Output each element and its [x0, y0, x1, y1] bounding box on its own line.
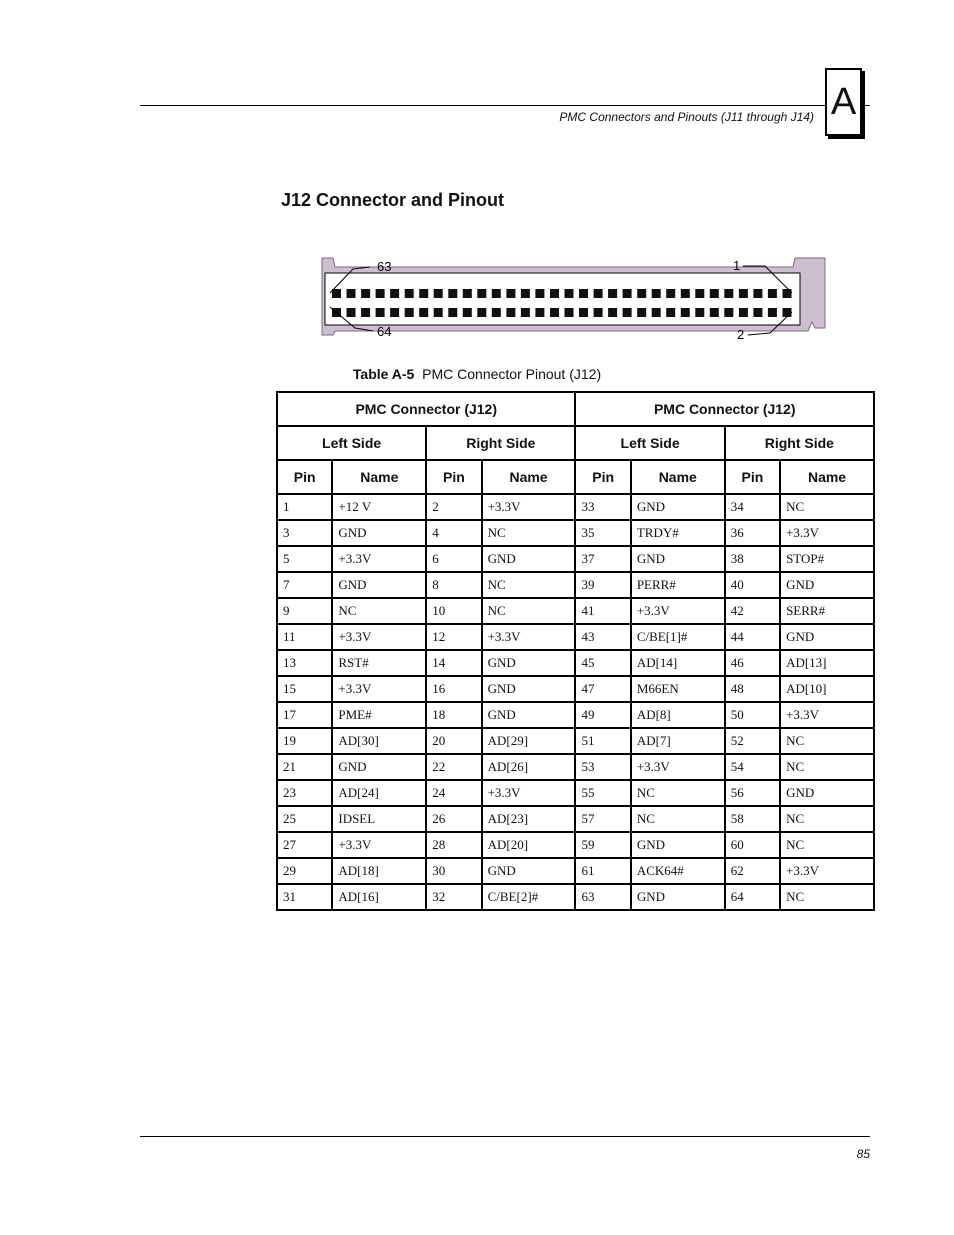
- signal-name-cell: +3.3V: [332, 832, 426, 858]
- signal-name-cell: TRDY#: [631, 520, 725, 546]
- pin-number-cell: 61: [575, 858, 630, 884]
- pin-number-cell: 6: [426, 546, 481, 572]
- pin-number-cell: 17: [277, 702, 332, 728]
- table-row: [277, 624, 874, 650]
- signal-name-cell: PERR#: [631, 572, 725, 598]
- signal-name-cell: NC: [780, 806, 874, 832]
- side-header: Left Side: [575, 426, 724, 460]
- signal-name-cell: NC: [332, 598, 426, 624]
- connector-pin: [695, 289, 704, 298]
- connector-pin: [608, 289, 617, 298]
- pin-number-cell: 19: [277, 728, 332, 754]
- footer-rule: [140, 1136, 870, 1137]
- connector-pin: [768, 308, 777, 317]
- connector-pin: [448, 289, 457, 298]
- signal-name-cell: NC: [780, 884, 874, 910]
- signal-name-cell: +3.3V: [332, 546, 426, 572]
- column-header-row: [277, 460, 874, 494]
- signal-name-cell: GND: [482, 676, 576, 702]
- pin-number-cell: 32: [426, 884, 481, 910]
- pin-number-cell: 26: [426, 806, 481, 832]
- group-header-left: PMC Connector (J12): [277, 392, 575, 426]
- side-header: Right Side: [426, 426, 575, 460]
- pin-number-cell: 4: [426, 520, 481, 546]
- pin-number-cell: 58: [725, 806, 780, 832]
- connector-pin: [594, 289, 603, 298]
- connector-pin: [565, 308, 574, 317]
- connector-pin: [376, 308, 385, 317]
- signal-name-cell: +3.3V: [332, 624, 426, 650]
- signal-name-cell: C/BE[2]#: [482, 884, 576, 910]
- connector-pin: [681, 289, 690, 298]
- connector-pin: [506, 289, 515, 298]
- appendix-letter: A: [830, 81, 857, 123]
- signal-name-cell: AD[18]: [332, 858, 426, 884]
- pin-number-cell: 29: [277, 858, 332, 884]
- table-row: [277, 494, 874, 520]
- signal-name-cell: AD[14]: [631, 650, 725, 676]
- connector-pin: [753, 289, 762, 298]
- column-header-pin: Pin: [725, 460, 780, 494]
- appendix-tab: [825, 68, 862, 136]
- pin-number-cell: 7: [277, 572, 332, 598]
- pin-number-cell: 30: [426, 858, 481, 884]
- pin-number-cell: 42: [725, 598, 780, 624]
- signal-name-cell: +12 V: [332, 494, 426, 520]
- pin-number-cell: 15: [277, 676, 332, 702]
- table-row: [277, 598, 874, 624]
- connector-pin: [565, 289, 574, 298]
- signal-name-cell: M66EN: [631, 676, 725, 702]
- signal-name-cell: +3.3V: [631, 754, 725, 780]
- pin-number-cell: 51: [575, 728, 630, 754]
- connector-pin: [579, 308, 588, 317]
- pin-number-cell: 3: [277, 520, 332, 546]
- pin-number-cell: 20: [426, 728, 481, 754]
- pin-number-cell: 2: [426, 494, 481, 520]
- connector-pin: [506, 308, 515, 317]
- pin-number-cell: 14: [426, 650, 481, 676]
- connector-pin: [390, 308, 399, 317]
- signal-name-cell: AD[30]: [332, 728, 426, 754]
- pin-number-cell: 10: [426, 598, 481, 624]
- signal-name-cell: PME#: [332, 702, 426, 728]
- pin-label-64: 64: [377, 324, 392, 339]
- pin-number-cell: 33: [575, 494, 630, 520]
- connector-pin: [652, 289, 661, 298]
- column-header-name: Name: [631, 460, 725, 494]
- signal-name-cell: +3.3V: [780, 702, 874, 728]
- pin-number-cell: 37: [575, 546, 630, 572]
- table-row: [277, 884, 874, 910]
- connector-pin: [710, 289, 719, 298]
- pin-number-cell: 11: [277, 624, 332, 650]
- connector-pin: [608, 308, 617, 317]
- pin-number-cell: 12: [426, 624, 481, 650]
- pin-number-cell: 48: [725, 676, 780, 702]
- connector-pin: [492, 308, 501, 317]
- pin-number-cell: 52: [725, 728, 780, 754]
- signal-name-cell: +3.3V: [780, 520, 874, 546]
- signal-name-cell: GND: [332, 572, 426, 598]
- pin-number-cell: 23: [277, 780, 332, 806]
- signal-name-cell: NC: [780, 494, 874, 520]
- connector-pin: [594, 308, 603, 317]
- connector-pin: [724, 289, 733, 298]
- pin-label-63: 63: [377, 259, 392, 274]
- connector-pin: [550, 289, 559, 298]
- signal-name-cell: NC: [631, 780, 725, 806]
- connector-body: [325, 273, 800, 325]
- connector-pin: [623, 308, 632, 317]
- connector-pin: [361, 289, 370, 298]
- pin-number-cell: 54: [725, 754, 780, 780]
- connector-pin: [492, 289, 501, 298]
- signal-name-cell: +3.3V: [482, 494, 576, 520]
- group-header-row: [277, 392, 874, 426]
- pin-number-cell: 50: [725, 702, 780, 728]
- pin-number-cell: 57: [575, 806, 630, 832]
- connector-pin: [448, 308, 457, 317]
- pin-number-cell: 36: [725, 520, 780, 546]
- signal-name-cell: NC: [780, 832, 874, 858]
- connector-pin: [521, 308, 530, 317]
- connector-pin: [637, 308, 646, 317]
- signal-name-cell: NC: [631, 806, 725, 832]
- connector-pin: [521, 289, 530, 298]
- connector-pin: [666, 308, 675, 317]
- signal-name-cell: AD[24]: [332, 780, 426, 806]
- connector-pin: [637, 289, 646, 298]
- group-header-right: PMC Connector (J12): [575, 392, 874, 426]
- pin-number-cell: 44: [725, 624, 780, 650]
- pinout-table: [276, 391, 875, 911]
- pinout-table-wrapper: [276, 391, 875, 911]
- connector-pin: [783, 308, 792, 317]
- connector-pin: [739, 289, 748, 298]
- signal-name-cell: GND: [482, 546, 576, 572]
- signal-name-cell: RST#: [332, 650, 426, 676]
- signal-name-cell: +3.3V: [332, 676, 426, 702]
- connector-diagram: [315, 255, 830, 340]
- pin-number-cell: 8: [426, 572, 481, 598]
- table-row: [277, 806, 874, 832]
- pin-number-cell: 16: [426, 676, 481, 702]
- signal-name-cell: AD[29]: [482, 728, 576, 754]
- table-row: [277, 572, 874, 598]
- table-row: [277, 520, 874, 546]
- pin-label-2: 2: [737, 327, 745, 340]
- pin-number-cell: 27: [277, 832, 332, 858]
- pin-number-cell: 60: [725, 832, 780, 858]
- pin-number-cell: 13: [277, 650, 332, 676]
- connector-pin: [550, 308, 559, 317]
- pinout-table-body: [277, 494, 874, 910]
- signal-name-cell: AD[20]: [482, 832, 576, 858]
- connector-pin: [390, 289, 399, 298]
- table-row: [277, 780, 874, 806]
- signal-name-cell: AD[10]: [780, 676, 874, 702]
- signal-name-cell: AD[8]: [631, 702, 725, 728]
- connector-pin: [405, 289, 414, 298]
- pin-number-cell: 47: [575, 676, 630, 702]
- signal-name-cell: NC: [482, 598, 576, 624]
- signal-name-cell: GND: [780, 572, 874, 598]
- connector-pin: [579, 289, 588, 298]
- signal-name-cell: GND: [631, 546, 725, 572]
- pin-number-cell: 64: [725, 884, 780, 910]
- connector-pin: [463, 289, 472, 298]
- table-row: [277, 546, 874, 572]
- column-header-pin: Pin: [575, 460, 630, 494]
- pin-number-cell: 25: [277, 806, 332, 832]
- signal-name-cell: +3.3V: [631, 598, 725, 624]
- pin-number-cell: 1: [277, 494, 332, 520]
- side-header: Right Side: [725, 426, 874, 460]
- pin-number-cell: 43: [575, 624, 630, 650]
- connector-pin: [405, 308, 414, 317]
- signal-name-cell: GND: [332, 754, 426, 780]
- signal-name-cell: AD[26]: [482, 754, 576, 780]
- table-row: [277, 858, 874, 884]
- connector-pin: [739, 308, 748, 317]
- connector-pin: [652, 308, 661, 317]
- pin-number-cell: 62: [725, 858, 780, 884]
- connector-pin: [419, 308, 428, 317]
- table-caption-text: PMC Connector Pinout (J12): [422, 366, 602, 382]
- pin-number-cell: 49: [575, 702, 630, 728]
- table-row: [277, 754, 874, 780]
- table-caption: [0, 366, 954, 382]
- connector-pin: [681, 308, 690, 317]
- pin-number-cell: 28: [426, 832, 481, 858]
- pin-number-cell: 9: [277, 598, 332, 624]
- pin-number-cell: 63: [575, 884, 630, 910]
- connector-pin: [623, 289, 632, 298]
- connector-pin: [419, 289, 428, 298]
- connector-pin: [768, 289, 777, 298]
- signal-name-cell: +3.3V: [482, 780, 576, 806]
- column-header-name: Name: [332, 460, 426, 494]
- connector-pin: [477, 289, 486, 298]
- signal-name-cell: GND: [780, 780, 874, 806]
- signal-name-cell: GND: [482, 858, 576, 884]
- pin-number-cell: 41: [575, 598, 630, 624]
- signal-name-cell: NC: [780, 754, 874, 780]
- header-rule: [140, 105, 870, 106]
- signal-name-cell: NC: [482, 520, 576, 546]
- connector-pin: [463, 308, 472, 317]
- connector-pin: [332, 289, 341, 298]
- column-header-pin: Pin: [277, 460, 332, 494]
- signal-name-cell: ACK64#: [631, 858, 725, 884]
- table-row: [277, 676, 874, 702]
- pin-number-cell: 18: [426, 702, 481, 728]
- signal-name-cell: GND: [482, 702, 576, 728]
- signal-name-cell: AD[13]: [780, 650, 874, 676]
- page-number: 85: [856, 1147, 870, 1161]
- signal-name-cell: C/BE[1]#: [631, 624, 725, 650]
- connector-pin: [376, 289, 385, 298]
- signal-name-cell: GND: [631, 494, 725, 520]
- connector-pin: [347, 308, 356, 317]
- table-row: [277, 650, 874, 676]
- pin-number-cell: 39: [575, 572, 630, 598]
- section-title: J12 Connector and Pinout: [281, 190, 505, 210]
- pin-number-cell: 24: [426, 780, 481, 806]
- pin-number-cell: 21: [277, 754, 332, 780]
- signal-name-cell: IDSEL: [332, 806, 426, 832]
- column-header-name: Name: [482, 460, 576, 494]
- signal-name-cell: NC: [780, 728, 874, 754]
- signal-name-cell: SERR#: [780, 598, 874, 624]
- pin-number-cell: 40: [725, 572, 780, 598]
- pin-number-cell: 55: [575, 780, 630, 806]
- signal-name-cell: GND: [332, 520, 426, 546]
- signal-name-cell: GND: [631, 884, 725, 910]
- pin-number-cell: 5: [277, 546, 332, 572]
- pin-number-cell: 22: [426, 754, 481, 780]
- signal-name-cell: GND: [631, 832, 725, 858]
- connector-pin: [695, 308, 704, 317]
- table-row: [277, 702, 874, 728]
- table-caption-label: Table A-5: [352, 366, 415, 382]
- pin-label-1: 1: [733, 258, 741, 273]
- signal-name-cell: STOP#: [780, 546, 874, 572]
- signal-name-cell: NC: [482, 572, 576, 598]
- signal-name-cell: GND: [780, 624, 874, 650]
- connector-pin: [434, 308, 443, 317]
- pin-number-cell: 38: [725, 546, 780, 572]
- pin-number-cell: 45: [575, 650, 630, 676]
- signal-name-cell: AD[23]: [482, 806, 576, 832]
- connector-pin: [666, 289, 675, 298]
- connector-pin: [347, 289, 356, 298]
- signal-name-cell: +3.3V: [482, 624, 576, 650]
- connector-pin: [753, 308, 762, 317]
- signal-name-cell: AD[7]: [631, 728, 725, 754]
- pin-number-cell: 35: [575, 520, 630, 546]
- signal-name-cell: +3.3V: [780, 858, 874, 884]
- connector-pin: [477, 308, 486, 317]
- column-header-name: Name: [780, 460, 874, 494]
- side-header: Left Side: [277, 426, 426, 460]
- signal-name-cell: AD[16]: [332, 884, 426, 910]
- table-row: [277, 832, 874, 858]
- connector-pin: [361, 308, 370, 317]
- connector-pin: [535, 308, 544, 317]
- connector-pin: [783, 289, 792, 298]
- running-header: PMC Connectors and Pinouts (J11 through J14): [559, 110, 814, 124]
- pin-number-cell: 56: [725, 780, 780, 806]
- table-row: [277, 728, 874, 754]
- pin-number-cell: 59: [575, 832, 630, 858]
- pin-number-cell: 31: [277, 884, 332, 910]
- connector-pin: [535, 289, 544, 298]
- pin-number-cell: 34: [725, 494, 780, 520]
- signal-name-cell: GND: [482, 650, 576, 676]
- connector-pin: [724, 308, 733, 317]
- pin-number-cell: 53: [575, 754, 630, 780]
- side-header-row: [277, 426, 874, 460]
- column-header-pin: Pin: [426, 460, 481, 494]
- connector-pin: [710, 308, 719, 317]
- pin-number-cell: 46: [725, 650, 780, 676]
- connector-pin: [434, 289, 443, 298]
